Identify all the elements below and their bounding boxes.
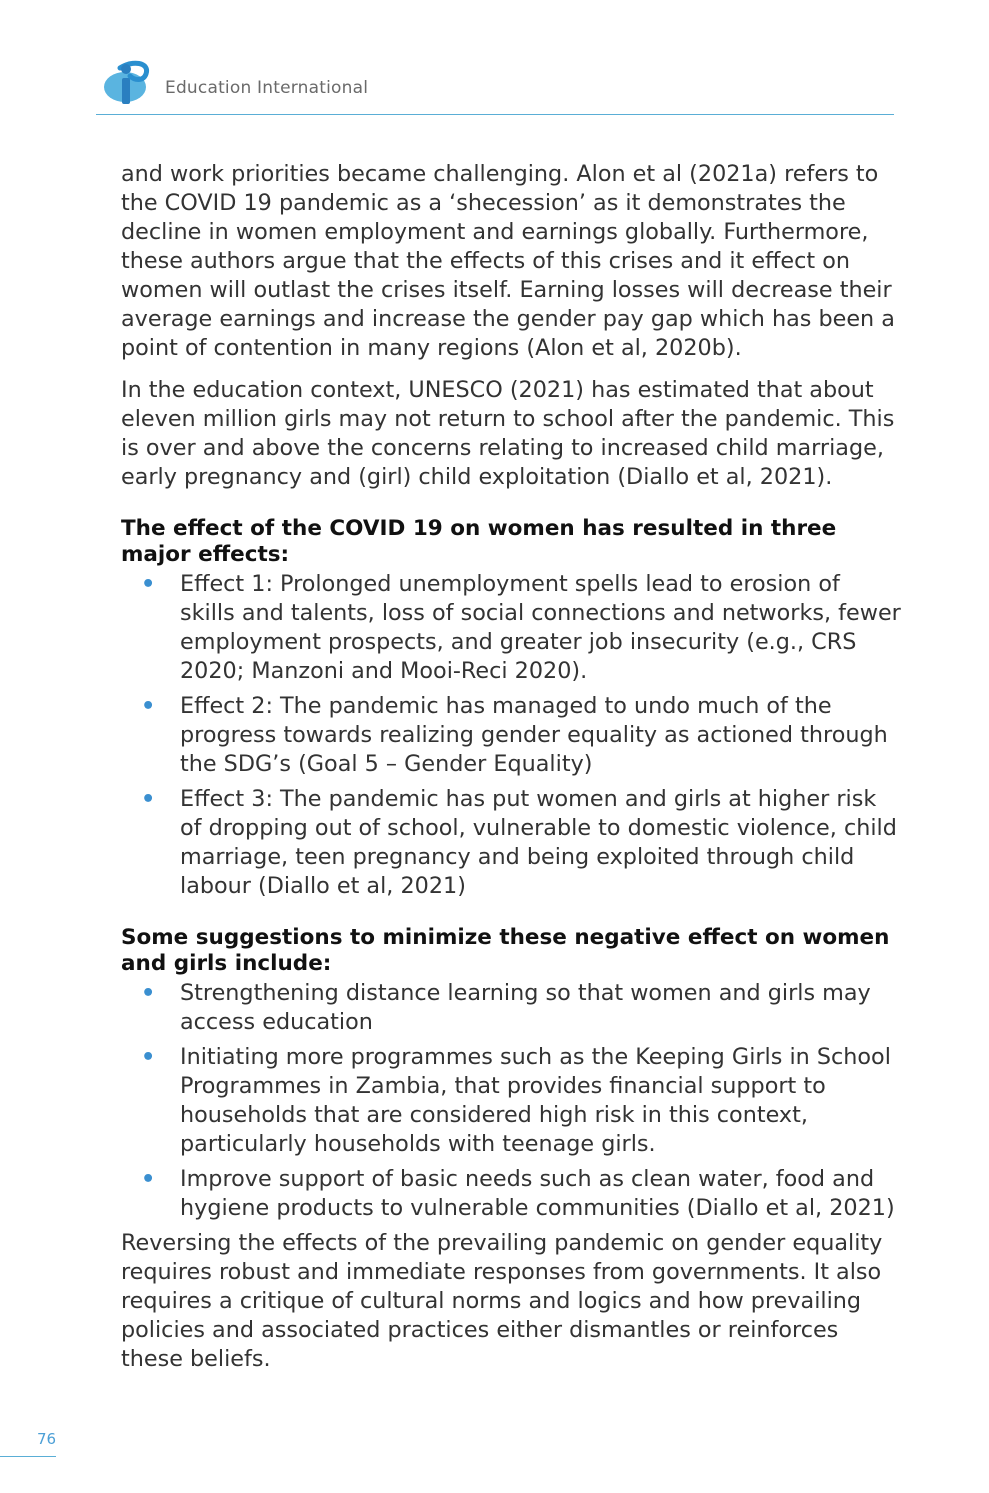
paragraph-conclusion: Reversing the effects of the prevailing pandemic on gender equality requires robust and immediate responses from governments. It also requires a critique of cultural norms and logics and how prevailing policies and associated practices either dismantles or reinforces these beliefs. xyxy=(121,1230,883,1372)
list-item-text: Initiating more programmes such as the Keeping Girls in School Programmes in Zambia, that provides financial support to households that are considered high risk in this context, particularly households with teenage girls. xyxy=(180,1044,891,1157)
section-heading-suggestions: Some suggestions to minimize these negative effect on women and girls include: xyxy=(121,925,890,976)
bullet-icon: • xyxy=(141,571,156,597)
page-header xyxy=(96,52,894,115)
education-international-logo-icon xyxy=(100,54,156,110)
effects-list xyxy=(121,570,901,901)
bullet-icon: • xyxy=(141,786,156,812)
list-item xyxy=(121,785,901,901)
bullet-icon: • xyxy=(141,1166,156,1192)
bullet-icon: • xyxy=(141,980,156,1006)
bullet-icon: • xyxy=(141,1044,156,1070)
suggestions-list xyxy=(121,979,901,1223)
list-item xyxy=(121,979,901,1037)
organization-name: Education International xyxy=(165,78,369,98)
paragraph-education-context: In the education context, UNESCO (2021) has estimated that about eleven million girls may not return to school after the pandemic. This is over and above the concerns relating to increased child marriage, early pregnancy and (girl) child exploitation (Diallo et al, 2021). xyxy=(121,377,895,490)
page-number: 76 xyxy=(37,1430,57,1448)
list-item xyxy=(121,692,901,779)
list-item xyxy=(121,1165,901,1223)
bullet-icon: • xyxy=(141,693,156,719)
list-item-text: Effect 2: The pandemic has managed to undo much of the progress towards realizing gender equality as actioned through the SDG’s (Goal 5 – Gender Equality) xyxy=(180,693,888,777)
list-item-text: Improve support of basic needs such as clean water, food and hygiene products to vulnerable communities (Diallo et al, 2021) xyxy=(180,1166,895,1221)
list-item xyxy=(121,1043,901,1159)
footer-rule xyxy=(0,1456,56,1457)
list-item xyxy=(121,570,901,686)
section-heading-effects: The effect of the COVID 19 on women has resulted in three major effects: xyxy=(121,516,837,567)
list-item-text: Effect 3: The pandemic has put women and girls at higher risk of dropping out of school, vulnerable to domestic violence, child marriage, teen pregnancy and being exploited through child labour (Diallo et al, 2021) xyxy=(180,786,897,899)
list-item-text: Effect 1: Prolonged unemployment spells lead to erosion of skills and talents, loss of social connections and networks, fewer employment prospects, and greater job insecurity (e.g., CRS 2020; Manzoni and Mooi-Reci 2020). xyxy=(180,571,901,684)
paragraph-shecession: and work priorities became challenging. Alon et al (2021a) refers to the COVID 19 pandemic as a ‘shecession’ as it demonstrates the decline in women employment and earnings globally. Furthermore, these authors argue that the effects of this crises and it effect on women will outlast the crises itself. Earning losses will decrease their average earnings and increase the gender pay gap which has been a point of contention in many regions (Alon et al, 2020b). xyxy=(121,161,895,361)
main-content xyxy=(121,160,901,1387)
list-item-text: Strengthening distance learning so that women and girls may access education xyxy=(180,980,871,1035)
